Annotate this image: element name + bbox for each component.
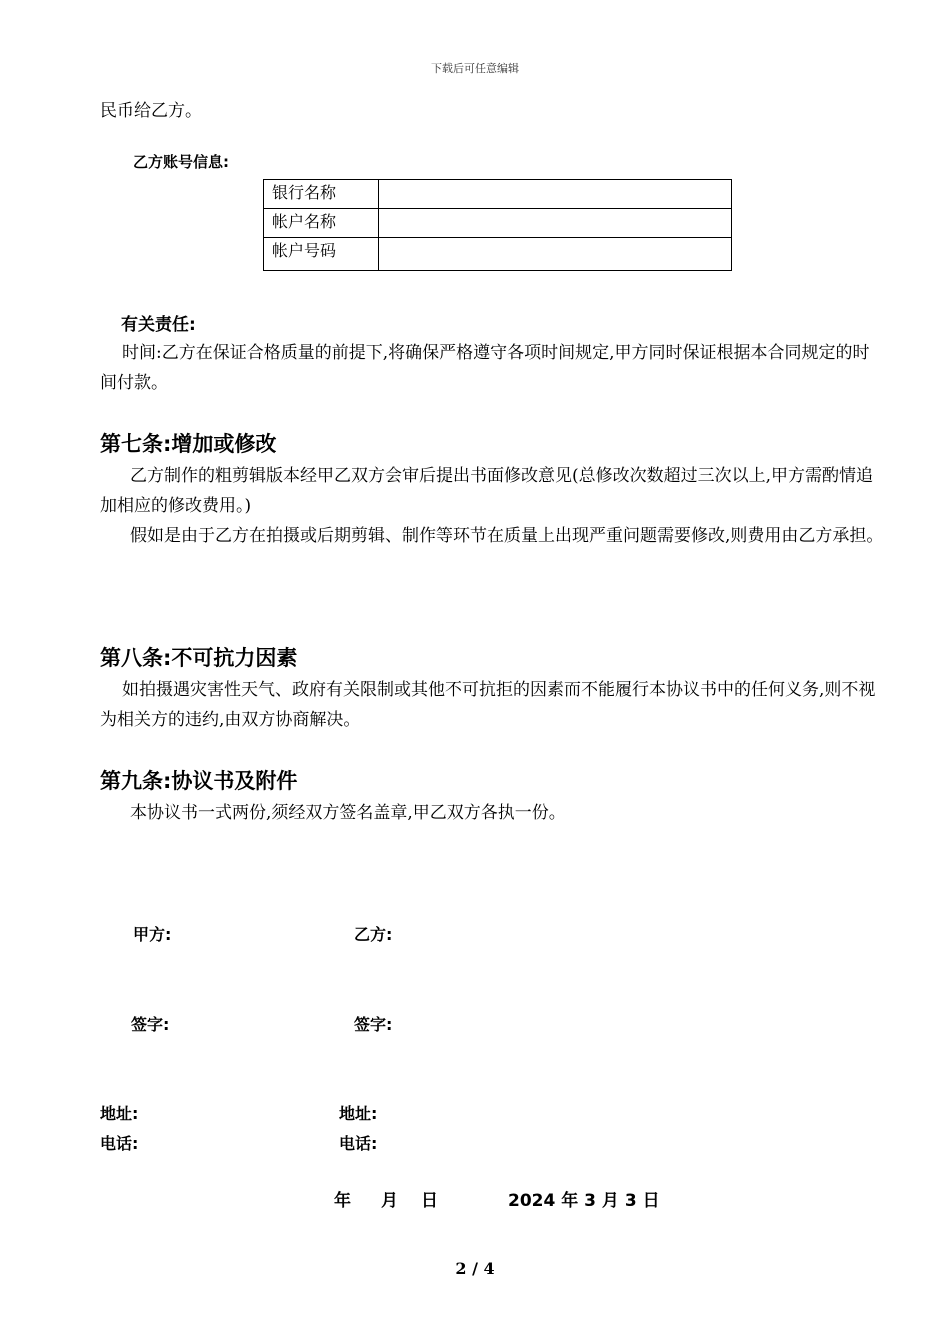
phone-b-label: 电话: [339, 1134, 378, 1153]
date-month-label: 月 [381, 1191, 398, 1211]
account-number-label: 帐户号码 [264, 238, 379, 271]
address-a-label: 地址: [100, 1104, 139, 1123]
account-info-label: 乙方账号信息: [133, 153, 229, 171]
date-day-label: 日 [421, 1191, 438, 1211]
date-year-label: 年 [334, 1191, 351, 1211]
article-7-title: 第七条:增加或修改 [100, 432, 277, 456]
account-name-label: 帐户名称 [264, 209, 379, 238]
bank-name-value [379, 180, 732, 209]
article-7-paragraph-1: 乙方制作的粗剪辑版本经甲乙双方会审后提出书面修改意见(总修改次数超过三次以上,甲方需酌情追加相应的修改费用。) [100, 466, 874, 516]
party-a-label: 甲方: [133, 925, 172, 944]
page-number: 2 / 4 [455, 1259, 495, 1278]
article-9-title: 第九条:协议书及附件 [100, 769, 298, 793]
article-9-paragraph-1: 本协议书一式两份,须经双方签名盖章,甲乙双方各执一份。 [130, 803, 566, 823]
table-row [264, 238, 732, 271]
article-7-paragraph-2: 假如是由于乙方在拍摄或后期剪辑、制作等环节在质量上出现严重问题需要修改,则费用由乙方承担。 [130, 526, 884, 546]
table-row [264, 180, 732, 209]
responsibility-title: 有关责任: [121, 315, 196, 335]
signature-a-label: 签字: [131, 1015, 170, 1034]
account-number-value [379, 238, 732, 271]
responsibility-text: 时间:乙方在保证合格质量的前提下,将确保严格遵守各项时间规定,甲方同时保证根据本合同规定的时间付款。 [100, 343, 870, 393]
article-8-paragraph-1: 如拍摄遇灾害性天气、政府有关限制或其他不可抗拒的因素而不能履行本协议书中的任何义务,则不视为相关方的违约,由双方协商解决。 [100, 680, 876, 730]
account-table [263, 179, 732, 271]
party-b-label: 乙方: [354, 925, 393, 944]
address-b-label: 地址: [339, 1104, 378, 1123]
account-name-value [379, 209, 732, 238]
bank-name-label: 银行名称 [264, 180, 379, 209]
signing-date: 2024 年 3 月 3 日 [508, 1191, 660, 1211]
table-row [264, 209, 732, 238]
phone-a-label: 电话: [100, 1134, 139, 1153]
signature-b-label: 签字: [354, 1015, 393, 1034]
article-8-title: 第八条:不可抗力因素 [100, 646, 298, 670]
continuation-line: 民币给乙方。 [100, 101, 202, 121]
page-header: 下载后可任意编辑 [431, 62, 519, 75]
